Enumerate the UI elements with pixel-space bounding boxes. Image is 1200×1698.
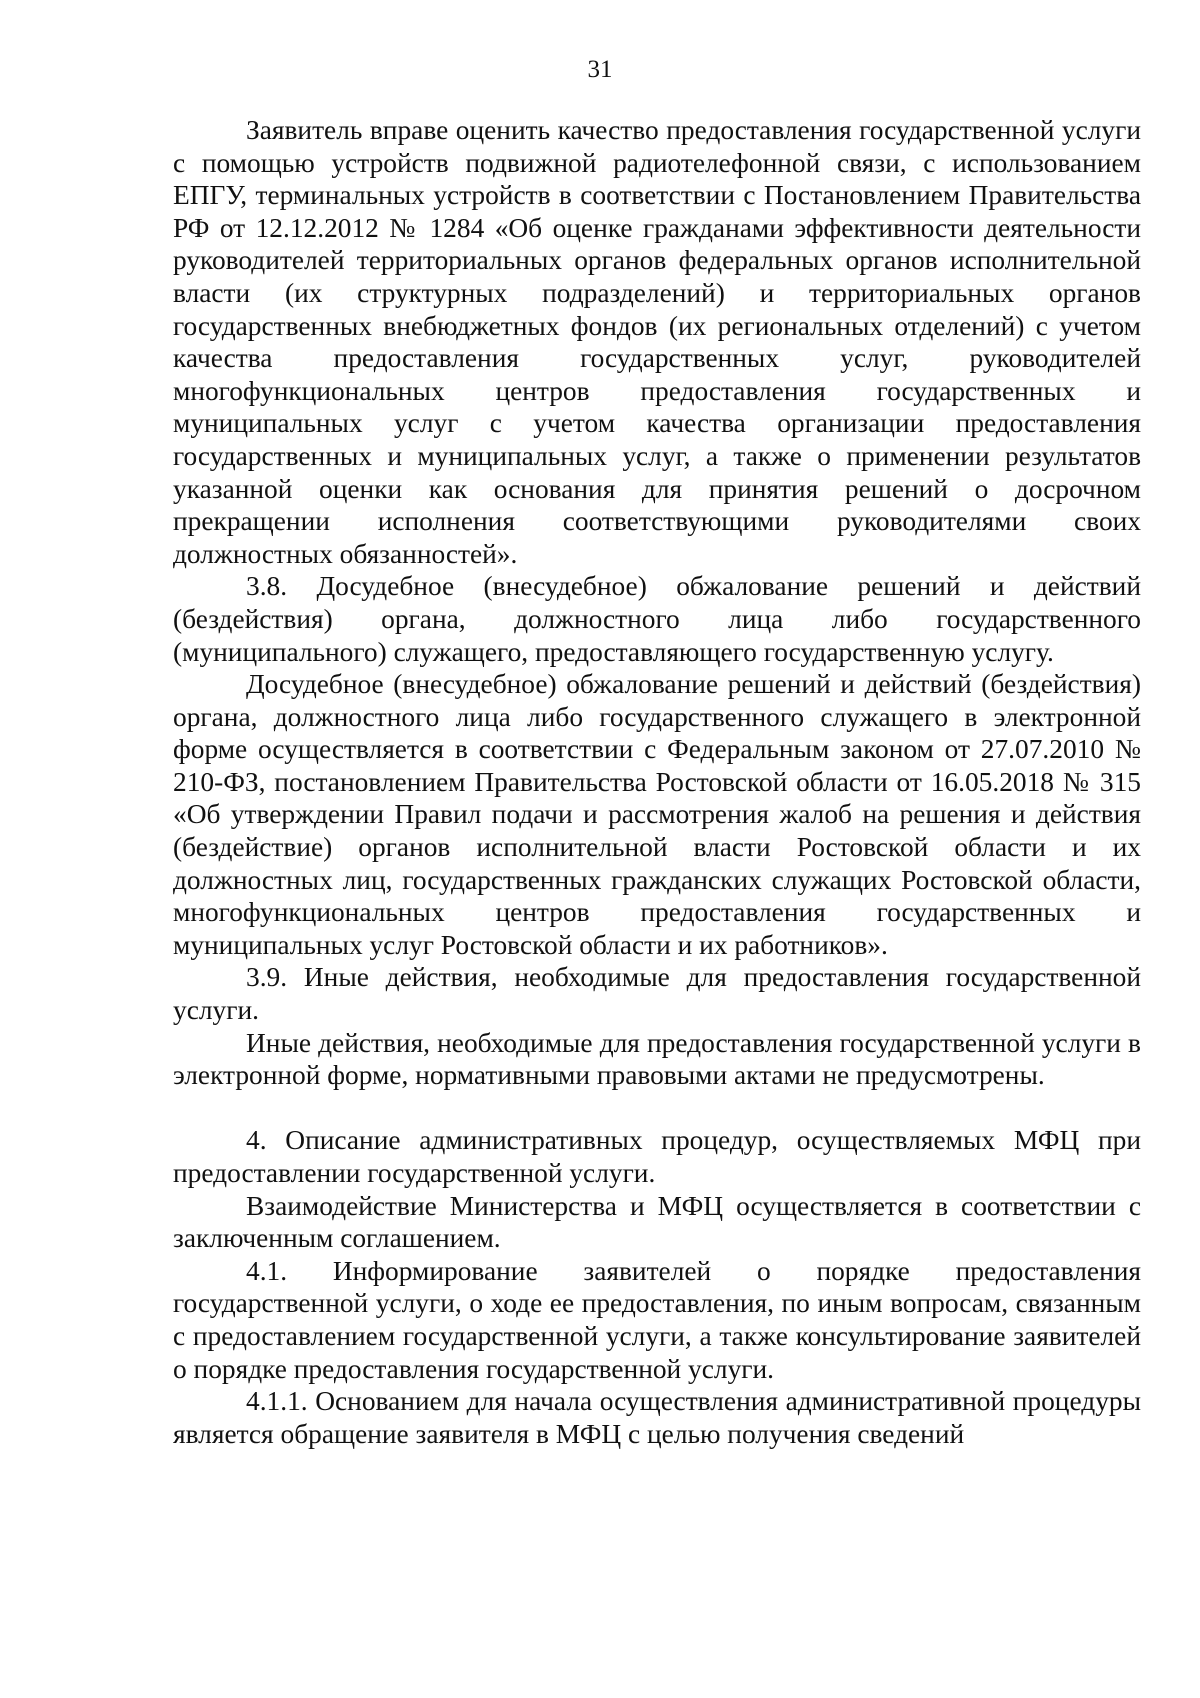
paragraph-3-9-heading: 3.9. Иные действия, необходимые для предоставления государственной услуги. xyxy=(173,962,1141,1026)
document-body xyxy=(173,114,1141,1450)
paragraph-interaction: Взаимодействие Министерства и МФЦ осуществляется в соответствии с заключенным соглашением. xyxy=(173,1190,1141,1254)
section-4-heading: 4. Описание административных процедур, осуществляемых МФЦ при предоставлении государственной услуги. xyxy=(173,1125,1141,1188)
paragraph-4-1-1: 4.1.1. Основанием для начала осуществления административной процедуры является обращение заявителя в МФЦ с целью получения сведений xyxy=(173,1386,1141,1449)
paragraph-3-8-heading: 3.8. Досудебное (внесудебное) обжалование решений и действий (бездействия) органа, должностного лица либо государственного (муниципального) служащего, предоставляющего государственную услугу. xyxy=(173,571,1141,667)
paragraph-3-9-body: Иные действия, необходимые для предоставления государственной услуги в электронной форме, нормативными правовыми актами не предусмотрены. xyxy=(173,1027,1141,1091)
paragraph-4-1-heading: 4.1. Информирование заявителей о порядке предоставления государственной услуги, о ходе ее предоставления, по иным вопросам, связанным с предоставлением государственной услуги, а также консультирование заявителей о порядке предоставления государственной услуги. xyxy=(173,1255,1141,1384)
paragraph-quality-assessment: Заявитель вправе оценить качество предоставления государственной услуги с помощью устройств подвижной радиотелефонной связи, с использованием ЕПГУ, терминальных устройств в соответствии с Постановлением Правительства РФ от 12.12.2012 № 1284 «Об оценке гражданами эффективности деятельности руководителей территориальных органов федеральных органов исполнительной власти (их структурных подразделений) и территориальных органов государственных внебюджетных фондов (их региональных отделений) с учетом качества предоставления государственных услуг, руководителей многофункциональных центров предоставления государственных и муниципальных услуг с учетом качества организации предоставления государственных и муниципальных услуг, а также о применении результатов указанной оценки как основания для принятия решений о досрочном прекращении исполнения соответствующими руководителями своих должностных обязанностей». xyxy=(173,115,1141,569)
paragraph-3-8-body: Досудебное (внесудебное) обжалование решений и действий (бездействия) органа, должностного лица либо государственного служащего в электронной форме осуществляется в соответствии с Федеральным законом от 27.07.2010 № 210-ФЗ, постановлением Правительства Ростовской области от 16.05.2018 № 315 «Об утверждении Правил подачи и рассмотрения жалоб на решения и действия (бездействие) органов исполнительной власти Ростовской области и их должностных лиц, государственных гражданских служащих Ростовской области, многофункциональных центров предоставления государственных и муниципальных услуг Ростовской области и их работников». xyxy=(173,669,1141,960)
page-number: 31 xyxy=(587,56,613,83)
